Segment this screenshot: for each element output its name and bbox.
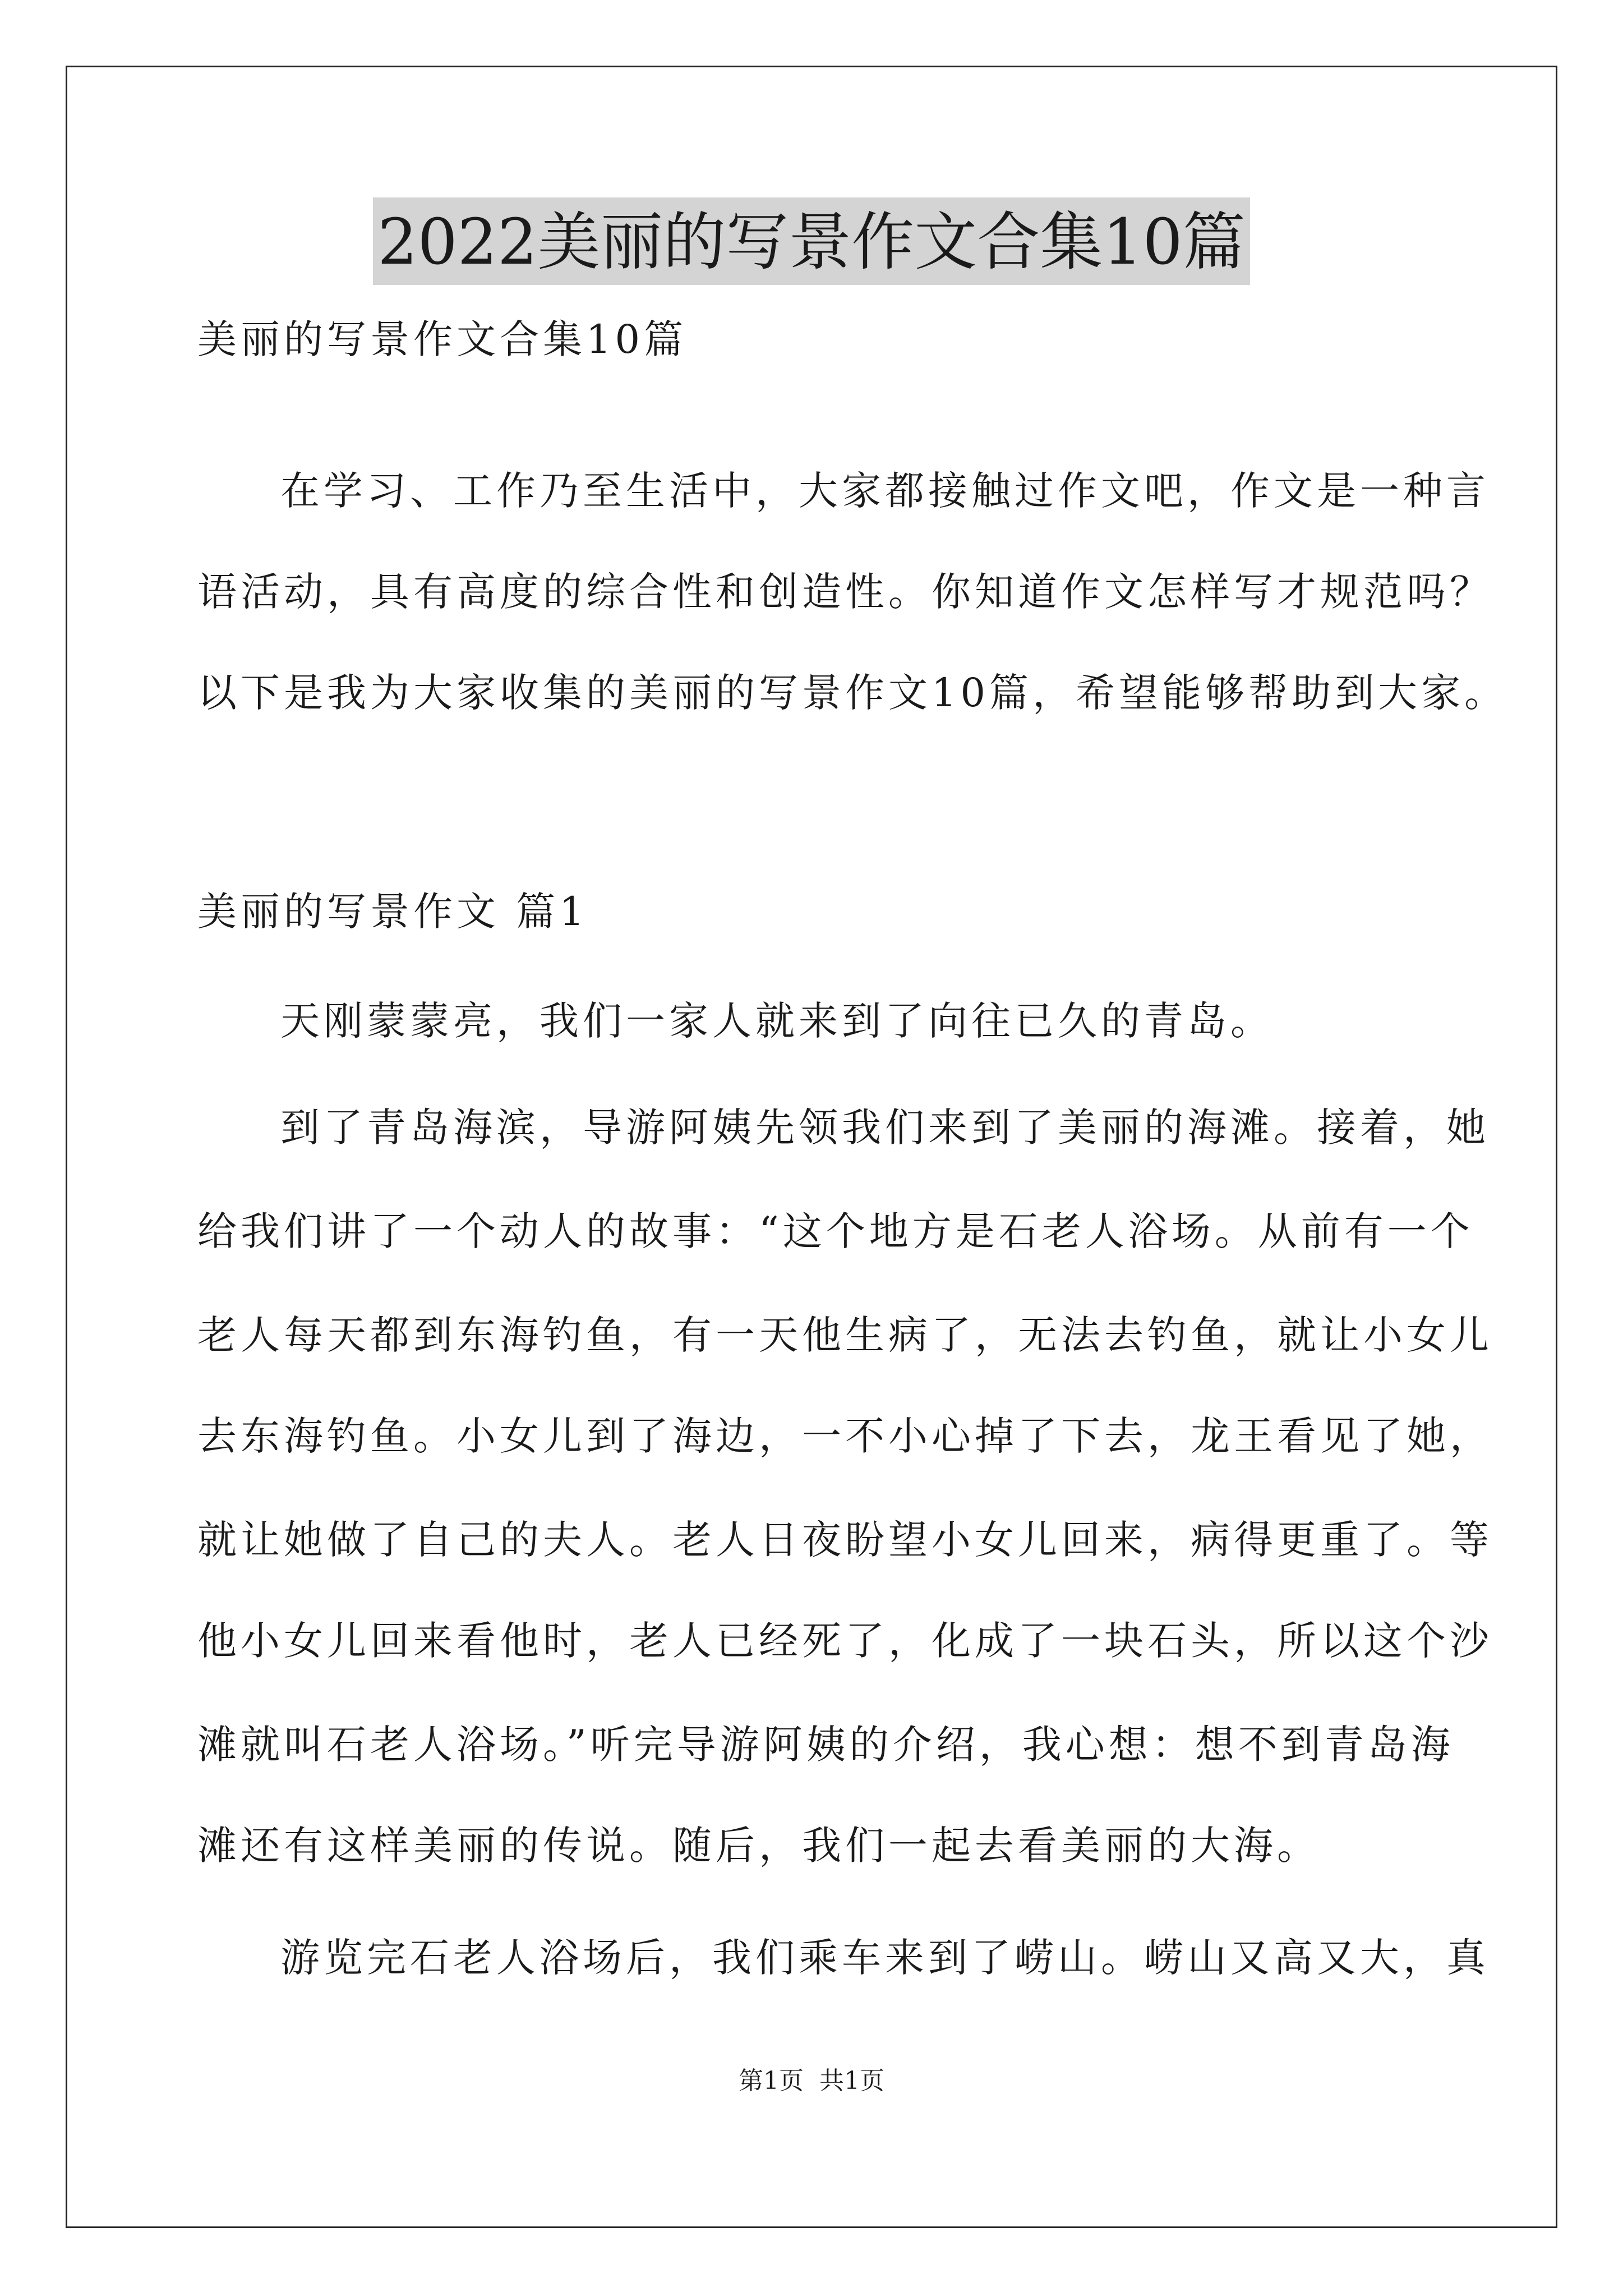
page-total: 共1页: [819, 2067, 884, 2095]
body-line: 给我们讲了一个动人的故事：“这个地方是石老人浴场。从前有一个: [197, 1208, 1474, 1254]
intro-line: 以下是我为大家收集的美丽的写景作文10篇，希望能够帮助到大家。: [197, 670, 1508, 716]
body-line: 老人每天都到东海钓鱼，有一天他生病了，无法去钓鱼，就让小女儿: [197, 1312, 1493, 1358]
body-line: 到了青岛海滨，导游阿姨先领我们来到了美丽的海滩。接着，她: [280, 1105, 1490, 1151]
title-wrap: [0, 197, 1623, 285]
body-line: 去东海钓鱼。小女儿到了海边，一不小心掉了下去，龙王看见了她，: [197, 1413, 1493, 1459]
body-line: 游览完石老人浴场后，我们乘车来到了崂山。崂山又高又大，真: [280, 1935, 1490, 1981]
document-title: 2022美丽的写景作文合集10篇: [373, 197, 1250, 285]
section-heading: 美丽的写景作文 篇1: [197, 889, 588, 935]
body-line: 他小女儿回来看他时，老人已经死了，化成了一块石头，所以这个沙: [197, 1618, 1493, 1664]
body-line: 滩还有这样美丽的传说。随后，我们一起去看美丽的大海。: [197, 1823, 1320, 1869]
intro-line: 语活动，具有高度的综合性和创造性。你知道作文怎样写才规范吗？: [197, 569, 1493, 615]
body-line: 就让她做了自己的夫人。老人日夜盼望小女儿回来，病得更重了。等: [197, 1517, 1493, 1563]
intro-line: 在学习、工作乃至生活中，大家都接触过作文吧，作文是一种言: [280, 468, 1490, 514]
document-subtitle: 美丽的写景作文合集10篇: [197, 316, 688, 362]
body-line: 滩就叫石老人浴场。”听完导游阿姨的介绍，我心想：想不到青岛海: [197, 1722, 1454, 1768]
page-footer: [0, 2064, 1623, 2098]
body-line: 天刚蒙蒙亮，我们一家人就来到了向往已久的青岛。: [280, 998, 1274, 1044]
page-number: 第1页: [739, 2067, 804, 2095]
